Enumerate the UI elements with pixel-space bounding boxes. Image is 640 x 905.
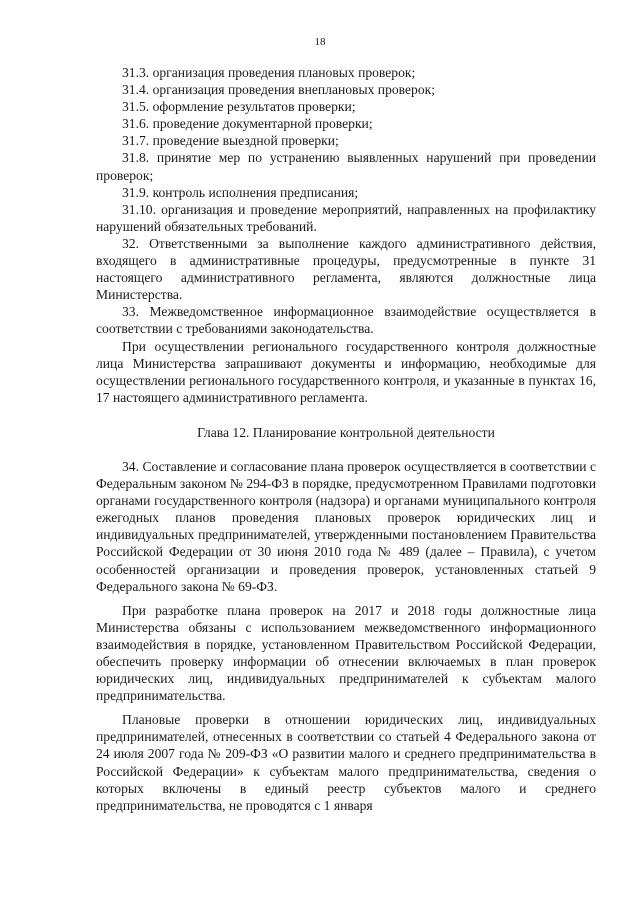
paragraph: 32. Ответственными за выполнение каждого административного действия, входящего в административные процедуры, предусмотренные в пункте 31 настоящего административного регламента, являются должностные лица Министерства. (96, 235, 596, 303)
chapter-heading: Глава 12. Планирование контрольной деятельности (197, 424, 495, 440)
page-number: 18 (314, 36, 326, 48)
list-item: 31.3. организация проведения плановых проверок; (122, 65, 416, 80)
paragraph-gap (96, 704, 596, 711)
list-item: 31.7. проведение выездной проверки; (122, 133, 339, 149)
list-item: 31.6. проведение документарной проверки; (122, 116, 373, 132)
paragraph: 33. Межведомственное информационное взаимодействие осуществляется в соответствии с требованиями законодательства. (96, 304, 596, 337)
list-item: 31.5. оформление результатов проверки; (122, 99, 356, 115)
list-item: 31.4. организация проведения внеплановых проверок; (122, 82, 436, 98)
paragraph: 34. Составление и согласование плана проверок осуществляется в соответствии с Федеральным законом № 294-ФЗ в порядке, предусмотренном Правилами подготовки органами государственного контроля (надзора) и органами муниципального контроля ежегодных планов проведения плановых проверок юридических лиц и индивидуальных предпринимателей, утвержденными постановлением Правительства Российской Федерации от 30 июня 2010 года № 489 (далее – Правила), с учетом особенностей организации и проведения проверок, установленных статьей 9 Федерального закона № 69-ФЗ. (96, 458, 596, 594)
list-item: 31.9. контроль исполнения предписания; (122, 184, 359, 200)
list-item: 31.10. организация и проведение мероприятий, направленных на профилактику нарушений обязательных требований. (96, 201, 596, 234)
paragraph: При осуществлении регионального государственного контроля должностные лица Министерства запрашивают документы и информацию, необходимые для осуществлении регионального государственного контроля, и указанные в пунктах 16, 17 настоящего административного регламента. (96, 338, 596, 405)
paragraph: При разработке плана проверок на 2017 и 2018 годы должностные лица Министерства обязаны с использованием межведомственного информационного взаимодействия в порядке, установленном Правительством Российской Федерации, обеспечить проверку информации об отнесении включаемых в план проверок юридических лиц, индивидуальных предпринимателей к субъектам малого предпринимательства. (96, 602, 596, 704)
paragraph: Плановые проверки в отношении юридических лиц, индивидуальных предпринимателей, отнесенных в соответствии со статьей 4 Федерального закона от 24 июля 2007 года № 209-ФЗ «О развитии малого и среднего предпринимательства в Российской Федерации» к субъектам малого предпринимательства, сведения о которых включены в единый реестр субъектов малого и среднего предпринимательства, не проводятся с 1 января (96, 712, 596, 813)
document-body (96, 64, 596, 814)
paragraph-gap (96, 595, 596, 602)
list-item: 31.8. принятие мер по устранению выявленных нарушений при проведении проверок; (96, 150, 596, 183)
